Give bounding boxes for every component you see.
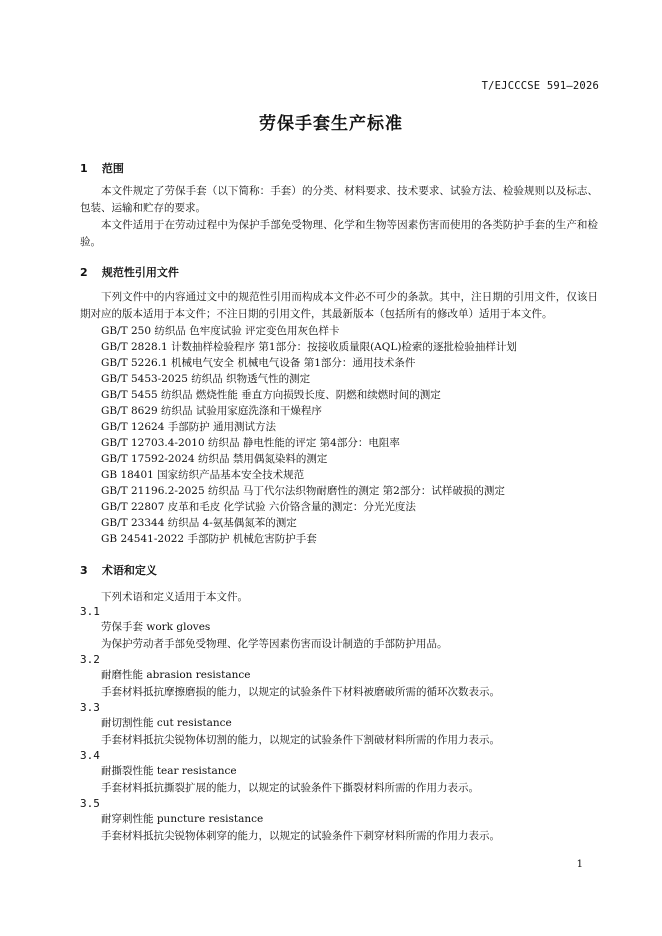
term-definition: 手套材料抵抗尖锐物体刺穿的能力，以规定的试验条件下刺穿材料所需的作用力表示。 bbox=[101, 830, 500, 842]
term-name: 耐磨性能 abrasion resistance bbox=[101, 669, 251, 681]
section-title: 范围 bbox=[101, 162, 124, 175]
section-title: 术语和定义 bbox=[101, 564, 157, 577]
page-number: 1 bbox=[576, 859, 583, 870]
reference-item: GB/T 12703.4-2010 纺织品 静电性能的评定 第4部分：电阻率 bbox=[101, 437, 400, 449]
paragraph: 下列文件中的内容通过文中的规范性引用而构成本文件必不可少的条款。其中，注日期的引用文件，仅该日期对应的版本适用于本文件；不注日期的引用文件，其最新版本（包括所有的修改单）适用于本文件。 bbox=[80, 291, 598, 320]
reference-item: GB/T 250 纺织品 色牢度试验 评定变色用灰色样卡 bbox=[101, 325, 340, 337]
term-number: 3.3 bbox=[80, 701, 100, 714]
reference-item: GB/T 21196.2-2025 纺织品 马丁代尔法织物耐磨性的测定 第2部分：试样破损的测定 bbox=[101, 485, 505, 497]
references-body bbox=[80, 289, 598, 547]
reference-item: GB/T 5226.1 机械电气安全 机械电气设备 第1部分：通用技术条件 bbox=[101, 357, 416, 369]
section-terms-definitions bbox=[80, 562, 598, 578]
term-number: 3.1 bbox=[80, 605, 100, 618]
reference-list bbox=[80, 323, 598, 547]
reference-item: GB/T 8629 纺织品 试验用家庭洗涤和干燥程序 bbox=[101, 405, 322, 417]
reference-item: GB 24541-2022 手部防护 机械危害防护手套 bbox=[101, 533, 317, 545]
reference-item: GB 18401 国家纺织产品基本安全技术规范 bbox=[101, 469, 305, 481]
term-entry bbox=[80, 653, 598, 701]
section-scope bbox=[80, 160, 598, 176]
reference-item: GB/T 12624 手部防护 通用测试方法 bbox=[101, 421, 277, 433]
section-number: 3 bbox=[80, 564, 88, 577]
term-entry bbox=[80, 749, 598, 797]
term-entry bbox=[80, 701, 598, 749]
reference-item: GB/T 17592-2024 纺织品 禁用偶氮染料的测定 bbox=[101, 453, 328, 465]
reference-item: GB/T 2828.1 计数抽样检验程序 第1部分：按接收质量限(AQL)检索的逐批检验抽样计划 bbox=[101, 341, 517, 353]
term-definition: 手套材料抵抗摩擦磨损的能力，以规定的试验条件下材料被磨破所需的循环次数表示。 bbox=[101, 686, 500, 698]
section-number: 2 bbox=[80, 266, 88, 279]
term-name: 耐穿刺性能 puncture resistance bbox=[101, 813, 264, 825]
section-heading-scope bbox=[80, 160, 598, 176]
term-name: 耐撕裂性能 tear resistance bbox=[101, 765, 237, 777]
document-title: 劳保手套生产标准 bbox=[259, 114, 403, 134]
section-normative-references bbox=[80, 264, 598, 280]
reference-item: GB/T 23344 纺织品 4-氨基偶氮苯的测定 bbox=[101, 517, 297, 529]
section-number: 1 bbox=[80, 162, 88, 175]
term-entry bbox=[80, 605, 598, 653]
paragraph: 本文件适用于在劳动过程中为保护手部免受物理、化学和生物等因素伤害而使用的各类防护手套的生产和检验。 bbox=[80, 219, 598, 248]
term-definition: 手套材料抵抗尖锐物体切割的能力，以规定的试验条件下割破材料所需的作用力表示。 bbox=[101, 734, 500, 746]
term-number: 3.2 bbox=[80, 653, 100, 666]
paragraph: 下列术语和定义适用于本文件。 bbox=[101, 591, 248, 603]
term-number: 3.5 bbox=[80, 797, 100, 810]
term-definition: 为保护劳动者手部免受物理、化学等因素伤害而设计制造的手部防护用品。 bbox=[101, 638, 448, 650]
section-heading-references bbox=[80, 264, 598, 280]
paragraph: 本文件规定了劳保手套（以下简称：手套）的分类、材料要求、技术要求、试验方法、检验规则以及标志、包装、运输和贮存的要求。 bbox=[80, 185, 598, 214]
reference-item: GB/T 22807 皮革和毛皮 化学试验 六价铬含量的测定：分光光度法 bbox=[101, 501, 416, 513]
reference-item: GB/T 5453-2025 纺织品 织物透气性的测定 bbox=[101, 373, 311, 385]
section-title: 规范性引用文件 bbox=[101, 266, 179, 279]
term-name: 劳保手套 work gloves bbox=[101, 621, 211, 633]
term-definition: 手套材料抵抗撕裂扩展的能力，以规定的试验条件下撕裂材料所需的作用力表示。 bbox=[101, 782, 479, 794]
term-number: 3.4 bbox=[80, 749, 100, 762]
standard-code: T/EJCCCSE 591—2026 bbox=[481, 80, 599, 92]
term-entry bbox=[80, 797, 598, 845]
section-heading-terms bbox=[80, 562, 598, 578]
reference-item: GB/T 5455 纺织品 燃烧性能 垂直方向损毁长度、阴燃和续燃时间的测定 bbox=[101, 389, 441, 401]
scope-body bbox=[80, 183, 598, 251]
term-name: 耐切割性能 cut resistance bbox=[101, 717, 232, 729]
terms-body bbox=[80, 589, 598, 845]
